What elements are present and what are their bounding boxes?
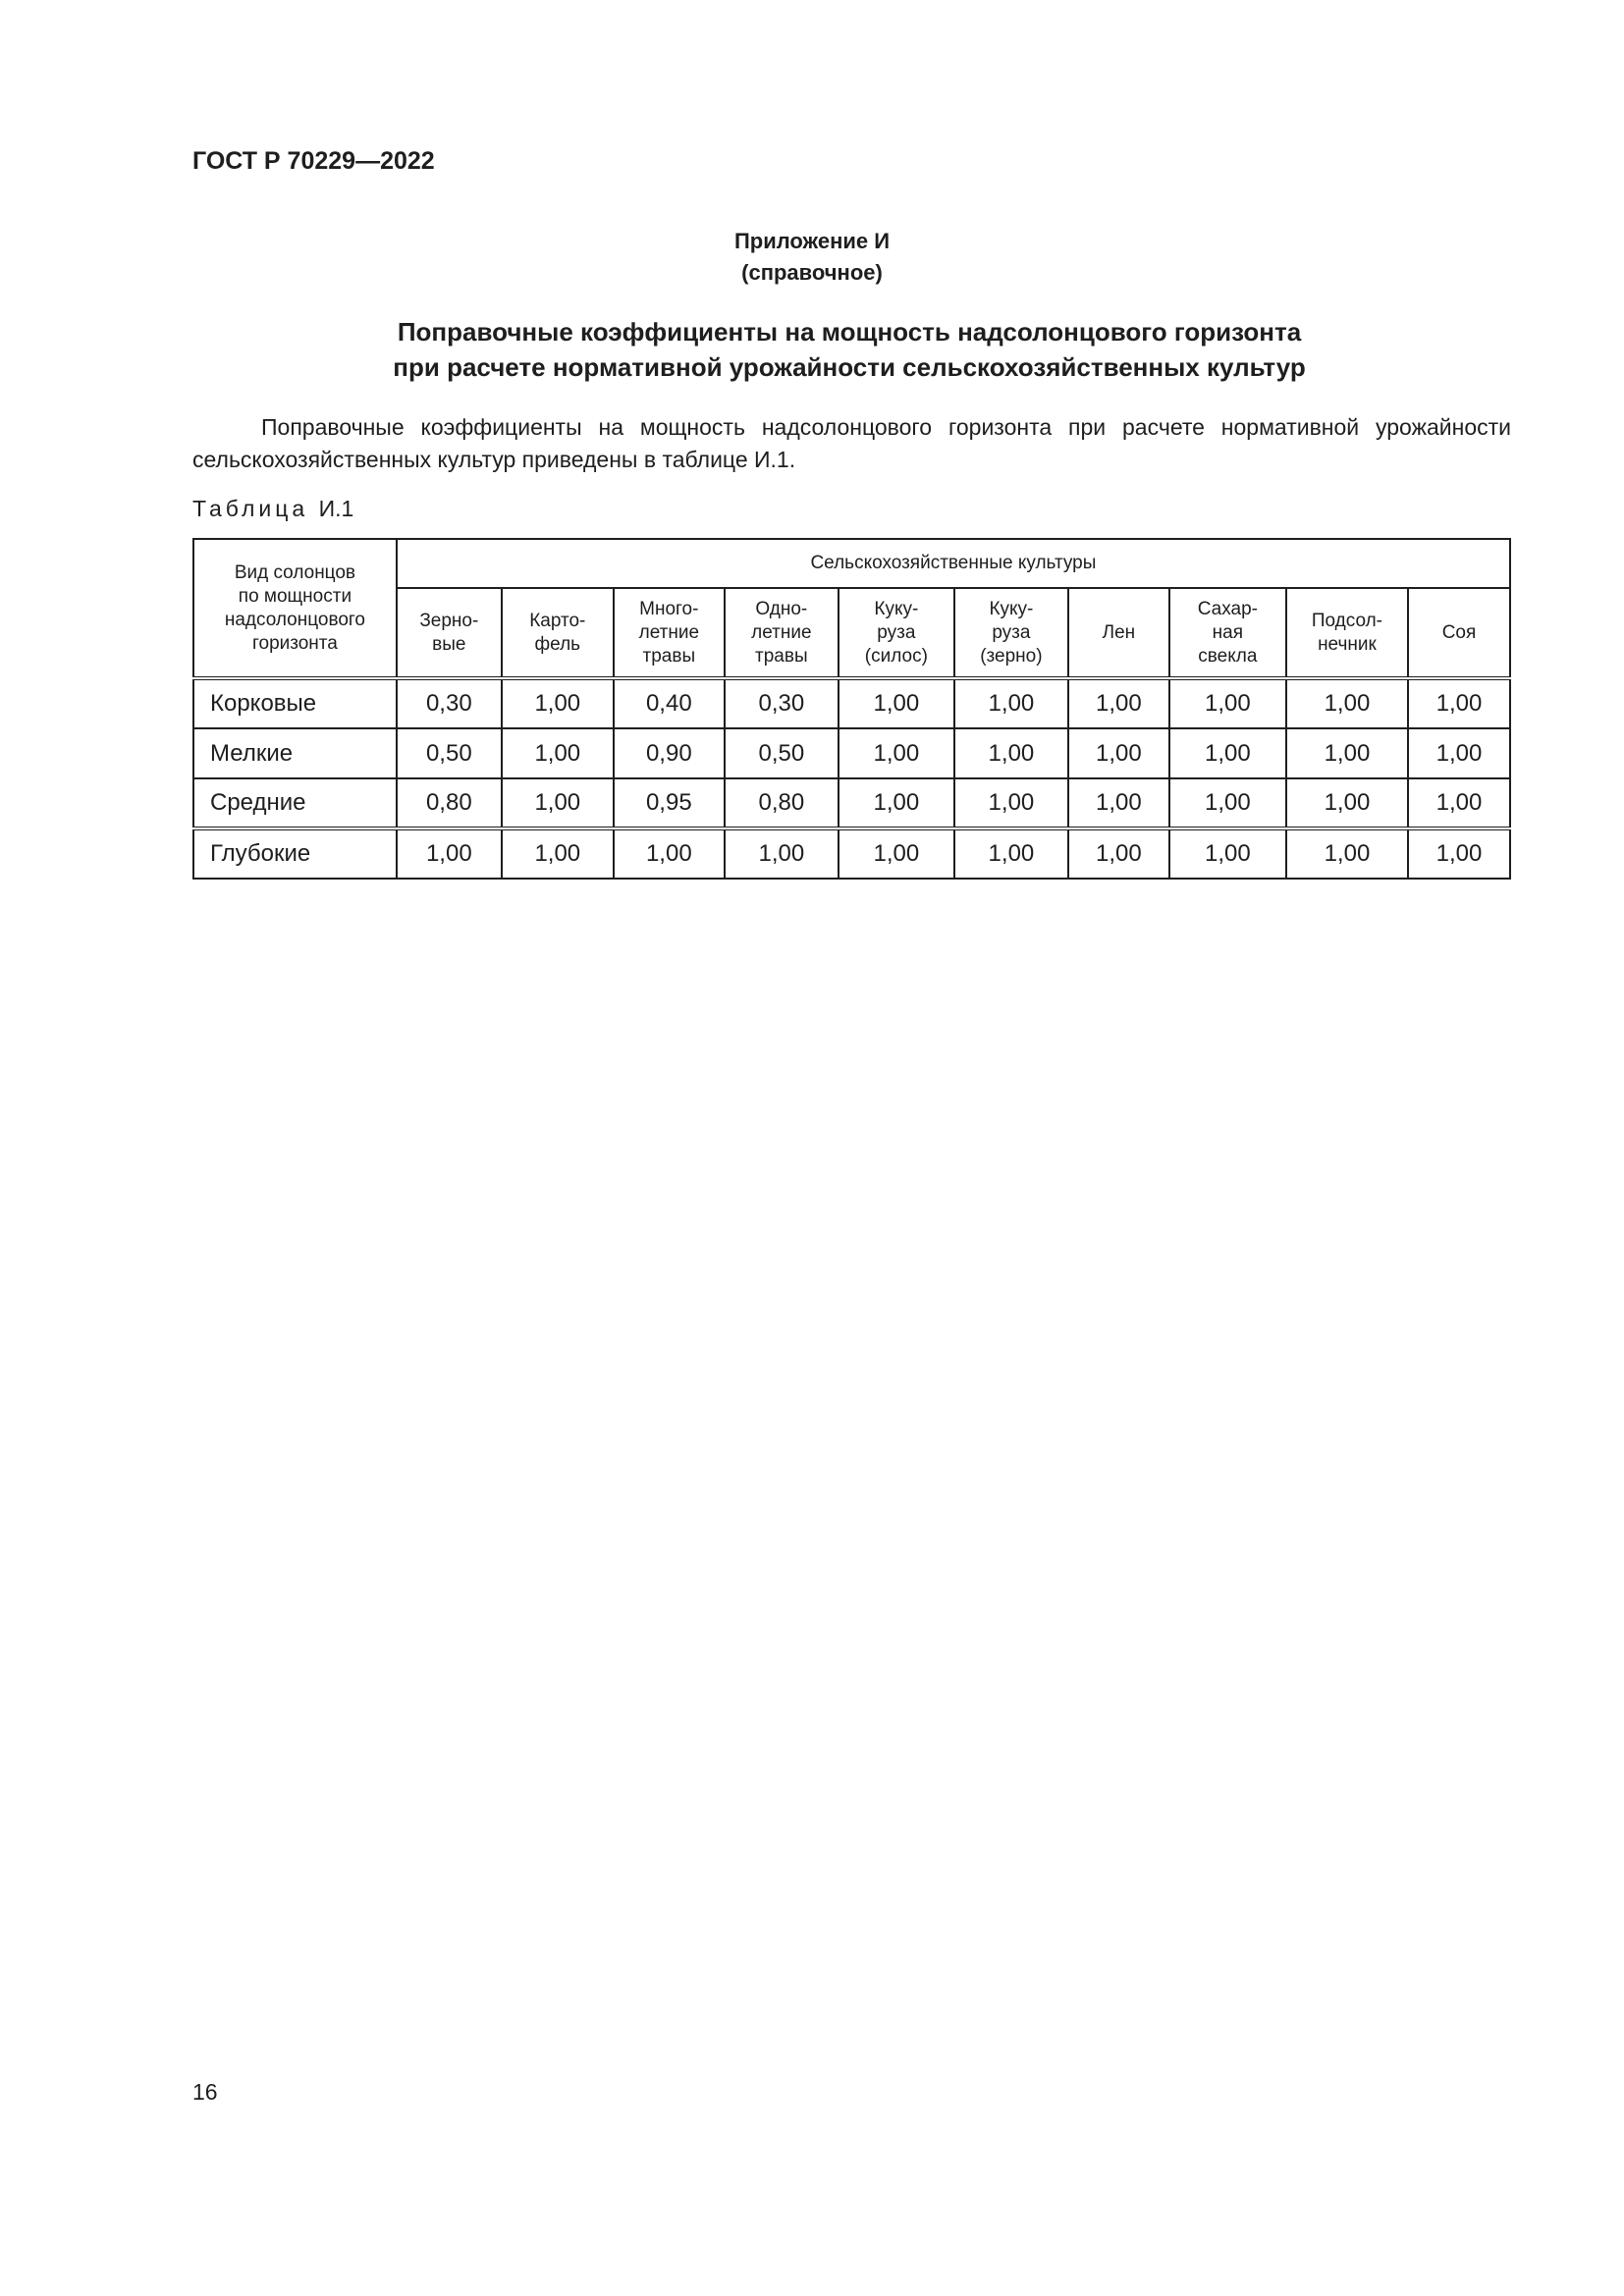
table-cell: 1,00: [1169, 828, 1286, 879]
table-cell: 0,80: [725, 778, 839, 828]
table-cell: 0,90: [614, 728, 725, 778]
table-row: [193, 728, 1510, 778]
table-cell: 1,00: [502, 828, 614, 879]
header-line: Куку-: [989, 598, 1034, 619]
table-cell: 1,00: [502, 778, 614, 828]
table-cell: 1,00: [954, 678, 1068, 728]
table-cell: 1,00: [1286, 678, 1408, 728]
table-cell: 1,00: [954, 828, 1068, 879]
table-caption-word: Таблица: [192, 496, 309, 521]
table-cell: 1,00: [1068, 728, 1169, 778]
title-line-2: при расчете нормативной урожайности сельскохозяйственных культур: [393, 352, 1306, 382]
table-cell: 1,00: [1286, 728, 1408, 778]
table-cell: 1,00: [397, 828, 502, 879]
table-cell: 1,00: [1286, 828, 1408, 879]
table-cell: 1,00: [839, 778, 954, 828]
header-line: свекла: [1198, 645, 1258, 667]
table-cell: 1,00: [954, 728, 1068, 778]
table-caption: [192, 496, 353, 522]
row-label: Средние: [193, 778, 397, 828]
annex-heading: [0, 226, 1624, 289]
header-line: Зерно-: [419, 610, 479, 631]
row-label: Мелкие: [193, 728, 397, 778]
intro-paragraph: Поправочные коэффициенты на мощность надсолонцового горизонта при расчете нормативной урожайности сельскохозяйственных культур приведены в таблице И.1.: [192, 414, 1511, 472]
header-line: Сахар-: [1197, 598, 1258, 619]
header-line: Вид солонцов: [234, 561, 356, 583]
annex-title: Приложение И: [733, 229, 891, 253]
table-row: [193, 678, 1510, 728]
title-line-1: Поправочные коэффициенты на мощность надсолонцового горизонта: [397, 317, 1302, 347]
table-cell: 1,00: [1068, 678, 1169, 728]
column-header: [614, 588, 725, 678]
row-header-cell: [193, 539, 397, 678]
header-line: Подсол-: [1311, 610, 1383, 631]
header-line: Соя: [1441, 621, 1477, 643]
table-row: [193, 778, 1510, 828]
table-cell: 0,95: [614, 778, 725, 828]
row-label: Корковые: [193, 678, 397, 728]
table-cell: 1,00: [1169, 728, 1286, 778]
table-cell: 1,00: [502, 728, 614, 778]
table-cell: 1,00: [614, 828, 725, 879]
row-label: Глубокие: [193, 828, 397, 879]
header-line: фель: [534, 633, 581, 655]
column-header: [954, 588, 1068, 678]
header-line: летние: [751, 621, 812, 643]
table-cell: 0,30: [725, 678, 839, 728]
standard-designation: ГОСТ Р 70229—2022: [192, 147, 435, 175]
column-header: [397, 588, 502, 678]
table-cell: 1,00: [502, 678, 614, 728]
table-cell: 0,80: [397, 778, 502, 828]
header-line: Много-: [639, 598, 699, 619]
header-line: ная: [1212, 621, 1244, 643]
column-header: [1408, 588, 1510, 678]
table-cell: 1,00: [1408, 728, 1510, 778]
header-line: руза: [992, 621, 1031, 643]
header-line: травы: [755, 645, 808, 667]
header-line: Куку-: [874, 598, 919, 619]
header-line: руза: [877, 621, 916, 643]
header-line: надсолонцового: [224, 609, 365, 630]
column-header: [1169, 588, 1286, 678]
table-cell: 1,00: [1286, 778, 1408, 828]
column-header: [1286, 588, 1408, 678]
column-header: [725, 588, 839, 678]
table-cell: 1,00: [839, 828, 954, 879]
table-cell: 1,00: [1408, 828, 1510, 879]
table-cell: 0,40: [614, 678, 725, 728]
table-cell: 0,30: [397, 678, 502, 728]
table-row: [193, 828, 1510, 879]
table-cell: 1,00: [1408, 678, 1510, 728]
column-header: [1068, 588, 1169, 678]
annex-status: (справочное): [741, 260, 883, 285]
page-number: 16: [192, 2079, 218, 2105]
column-header: [839, 588, 954, 678]
column-header: [502, 588, 614, 678]
table-cell: 0,50: [397, 728, 502, 778]
document-title: [0, 314, 1624, 385]
table-cell: 1,00: [839, 678, 954, 728]
header-line: (силос): [864, 645, 928, 667]
header-line: по мощности: [238, 585, 352, 607]
header-line: Карто-: [529, 610, 586, 631]
header-line: летние: [638, 621, 700, 643]
header-line: Одно-: [755, 598, 808, 619]
header-line: горизонта: [251, 632, 338, 654]
table-caption-number: И.1: [318, 496, 354, 521]
table-cell: 1,00: [1169, 778, 1286, 828]
table-cell: 1,00: [954, 778, 1068, 828]
table-cell: 1,00: [1068, 828, 1169, 879]
table-cell: 1,00: [725, 828, 839, 879]
header-line: нечник: [1318, 633, 1377, 655]
coefficients-table: [192, 538, 1511, 880]
table-cell: 1,00: [839, 728, 954, 778]
table-cell: 1,00: [1068, 778, 1169, 828]
header-line: Лен: [1102, 621, 1136, 643]
header-line: травы: [642, 645, 696, 667]
table-cell: 0,50: [725, 728, 839, 778]
table-cell: 1,00: [1408, 778, 1510, 828]
group-header: Сельскохозяйственные культуры: [397, 539, 1510, 588]
header-line: вые: [432, 633, 466, 655]
header-line: (зерно): [980, 645, 1043, 667]
table-cell: 1,00: [1169, 678, 1286, 728]
